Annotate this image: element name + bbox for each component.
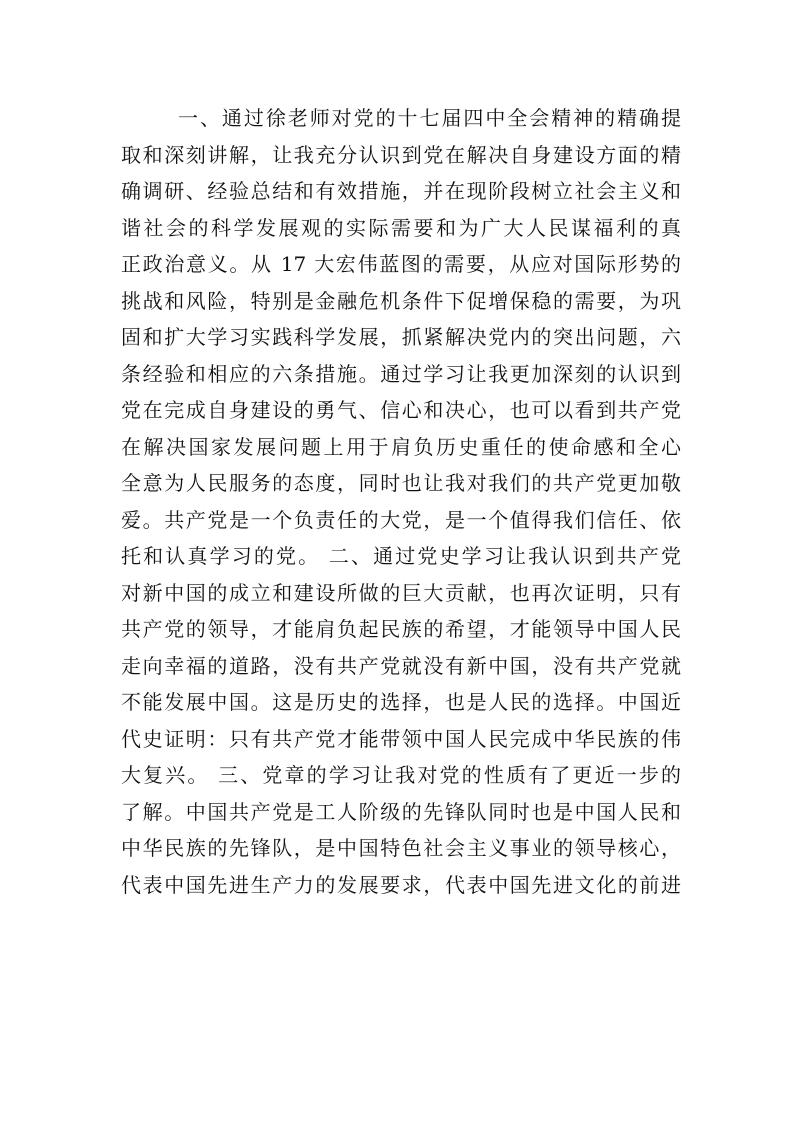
text-line: 挑战和风险，特别是金融危机条件下促增保稳的需要，为巩 (121, 288, 681, 313)
text-line: 了解。中国共产党是工人阶级的先锋队同时也是中国人民和 (121, 799, 681, 824)
text-line: 中华民族的先锋队，是中国特色社会主义事业的领导核心， (121, 836, 681, 860)
text-line: 大复兴。 三、党章的学习让我对党的性质有了更近一步的 (121, 763, 681, 787)
text-line: 取和深刻讲解，让我充分认识到党在解决自身建设方面的精 (121, 142, 681, 167)
text-line: 正政治意义。从 17 大宏伟蓝图的需要，从应对国际形势的 (121, 252, 681, 276)
text-line: 走向幸福的道路，没有共产党就没有新中国，没有共产党就 (121, 653, 681, 678)
text-line: 条经验和相应的六条措施。通过学习让我更加深刻的认识到 (121, 361, 681, 386)
text-line: 在解决国家发展问题上用于肩负历史重任的使命感和全心 (121, 434, 681, 459)
text-line: 共产党的领导，才能肩负起民族的希望，才能领导中国人民 (121, 617, 681, 641)
text-line: 不能发展中国。这是历史的选择，也是人民的选择。中国近 (121, 690, 681, 714)
body-paragraph (121, 100, 681, 903)
text-line: 爱。共产党是一个负责任的大党，是一个值得我们信任、依 (121, 507, 681, 532)
text-line: 托和认真学习的党。 二、通过党史学习让我认识到共产党 (121, 544, 681, 568)
text-line: 确调研、经验总结和有效措施，并在现阶段树立社会主义和 (121, 179, 681, 203)
text-line: 一、通过徐老师对党的十七届四中全会精神的精确提 (178, 106, 681, 130)
text-line: 对新中国的成立和建设所做的巨大贡献，也再次证明，只有 (121, 580, 681, 605)
text-line: 谐社会的科学发展观的实际需要和为广大人民谋福利的真 (121, 215, 681, 240)
text-line: 固和扩大学习实践科学发展，抓紧解决党内的突出问题，六 (121, 325, 681, 349)
text-line: 代史证明：只有共产党才能带领中国人民完成中华民族的伟 (121, 726, 681, 751)
text-line: 全意为人民服务的态度，同时也让我对我们的共产党更加敬 (121, 471, 681, 495)
text-line: 代表中国先进生产力的发展要求，代表中国先进文化的前进 (121, 872, 681, 897)
text-line: 党在完成自身建设的勇气、信心和决心，也可以看到共产党 (121, 398, 681, 422)
